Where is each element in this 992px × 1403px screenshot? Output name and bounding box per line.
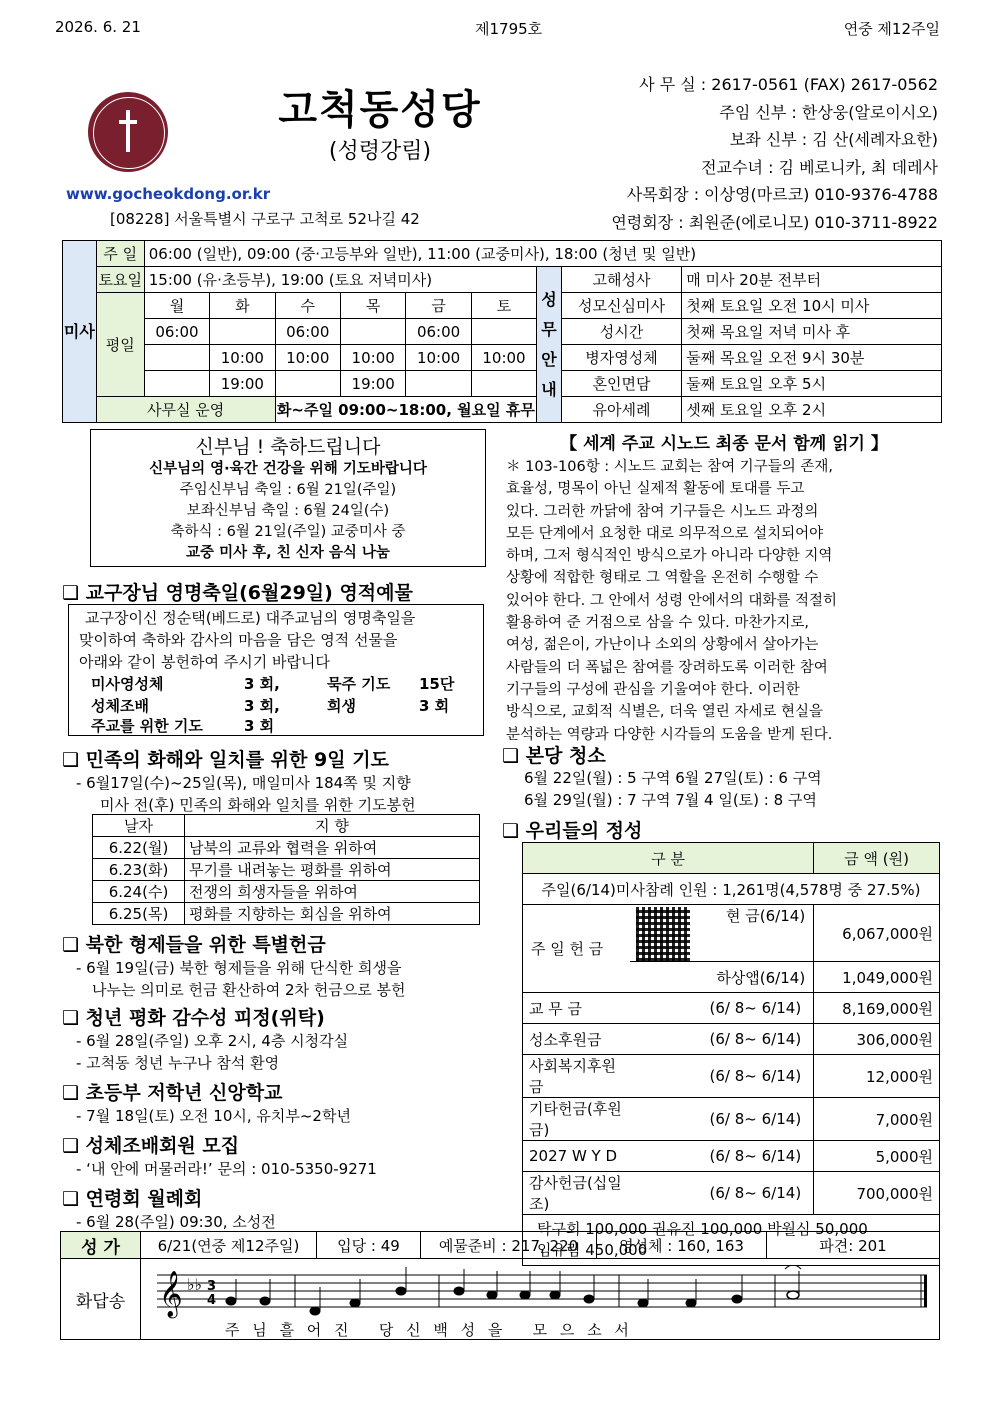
youth-line: - 6월 28일(주일) 오후 2시, 4층 시청각실: [76, 1032, 349, 1050]
gift-item: 묵주 기도: [327, 675, 391, 693]
guide-name: 혼인면담: [561, 371, 682, 397]
gift-item: 성체조배: [91, 697, 149, 715]
synod-line: 상황에 적합한 형태로 그 역할을 온전히 수행할 수: [506, 570, 819, 587]
hymn-label: 성 가: [61, 1232, 141, 1259]
offering-item: 2027 W Y D: [523, 1141, 631, 1172]
offering-period: (6/ 8~ 6/14): [630, 993, 813, 1024]
prayer-col-intent: 지 향: [185, 815, 480, 837]
saturday-times: 15:00 (유·초등부), 19:00 (토요 저녁미사): [144, 267, 536, 293]
hymn-item: 입당 : 49: [317, 1232, 421, 1259]
cleaning-heading: ❑ 본당 청소: [502, 745, 606, 767]
bishop-text: 맞이하여 축하와 감사의 마음을 담은 영적 선물을: [79, 631, 398, 649]
offering-amount: 7,000원: [814, 1098, 940, 1141]
prayer-intent: 남북의 교류와 협력을 위하여: [185, 837, 480, 859]
offering-period: (6/ 8~ 6/14): [630, 1098, 813, 1141]
prayer-table: [92, 814, 480, 925]
bishop-text: 아래와 같이 봉헌하여 주시기 바랍니다: [79, 653, 330, 671]
sunday-times: 06:00 (일반), 09:00 (중·고등부와 일반), 11:00 (교중미사), 18:00 (청년 및 일반): [144, 241, 941, 267]
guide-name: 성모신심미사: [561, 293, 682, 319]
psalm-score: [141, 1259, 940, 1340]
prayer-line: - 6월17일(수)~25일(목), 매일미사 184쪽 및 지향: [76, 774, 411, 792]
synod-line: 효율성, 명목이 아닌 실제적 활동에 토대를 두고: [506, 481, 805, 498]
donor-line: 탁구회 100,000 권유진 100,000 박월심 50,000: [537, 1220, 868, 1238]
synod-line: 사람들의 더 폭넓은 참여를 장려하도록 이러한 참여: [506, 659, 828, 676]
offering-amount: 12,000원: [814, 1055, 940, 1098]
svg-text:3: 3: [207, 1279, 217, 1294]
guide-time: 둘째 토요일 오후 5시: [682, 371, 942, 397]
weekday-label: 평일: [96, 293, 144, 397]
adoration-line: - ‘내 안에 머물러라!’ 문의 : 010-5350-9271: [76, 1160, 377, 1178]
office-hours: 화~주일 09:00~18:00, 월요일 휴무: [275, 397, 537, 423]
guide-time: 첫째 토요일 오전 10시 미사: [682, 293, 942, 319]
offering-item: 사회복지후원금: [523, 1055, 631, 1098]
day-header: 화: [210, 293, 275, 319]
prayer-date: 6.24(수): [93, 881, 185, 903]
weekday-time: [144, 345, 209, 371]
weekday-time: [210, 319, 275, 345]
congrats-line: 보좌신부님 축일 : 6월 24일(수): [186, 503, 390, 519]
issue-number: 제1795호: [475, 20, 543, 38]
synod-text: [506, 456, 932, 746]
guide-time: 둘째 목요일 오전 9시 30분: [682, 345, 942, 371]
synod-line: 분석하는 역량과 다양한 시각들의 도움을 받게 된다.: [506, 726, 833, 743]
synod-line: 하며, 그저 형식적인 방식으로가 아니라 다양한 지역: [506, 548, 833, 565]
north-line: - 6월 19일(금) 북한 형제들을 위해 단식한 희생을: [76, 959, 402, 977]
liturgical-week: 연중 제12주일: [843, 20, 940, 38]
contact-assistant: 보좌 신부 : 김 산(세례자요한): [729, 130, 938, 149]
offering-item: 성소후원금: [523, 1024, 631, 1055]
day-header: 목: [340, 293, 405, 319]
school-line: - 7월 18일(토) 오전 10시, 유치부~2학년: [76, 1107, 351, 1125]
svg-text:♭♭: ♭♭: [187, 1275, 203, 1294]
guide-time: 매 미사 20분 전부터: [682, 267, 942, 293]
header-line: [55, 18, 940, 40]
gift-item: 미사영성체: [91, 675, 164, 693]
contact-sisters: 전교수녀 : 김 베로니카, 최 데레사: [701, 158, 938, 177]
offering-col-amount: 금 액 (원): [814, 843, 940, 874]
gift-count: 3 회: [244, 717, 275, 735]
hymn-item: 파견: 201: [767, 1232, 940, 1259]
attendance: 주일(6/14)미사참례 인원 : 1,261명(4,578명 중 27.5%): [523, 874, 940, 905]
synod-line: 활용하여 준 거점으로 삼을 수 있다. 마찬가지로,: [506, 615, 810, 632]
day-header: 월: [144, 293, 209, 319]
offering-table: [522, 842, 940, 1266]
offering-item-label: 현 금(6/14): [726, 907, 806, 925]
synod-line: 기구들의 구성에 관심을 기울여야 한다. 이러한: [506, 681, 800, 698]
guide-name: 병자영성체: [561, 345, 682, 371]
offering-amount: 8,169,000원: [814, 993, 940, 1024]
cleaning-line: 6월 22일(월) : 5 구역 6월 27일(토) : 6 구역: [524, 769, 822, 787]
music-staff: [157, 1265, 937, 1321]
guide-label: 성무안내: [537, 267, 562, 423]
north-heading: ❑ 북한 형제들을 위한 특별헌금: [62, 934, 326, 956]
prayer-date: 6.22(월): [93, 837, 185, 859]
youth-line: - 고척동 청년 누구나 참석 환영: [76, 1054, 280, 1072]
weekday-time: 06:00: [275, 319, 340, 345]
congrats-box: [90, 429, 486, 567]
adoration-heading: ❑ 성체조배회원 모집: [62, 1135, 240, 1157]
hymn-table: [60, 1231, 940, 1340]
offering-amount: 700,000원: [814, 1172, 940, 1215]
yeonryeong-heading: ❑ 연령회 월례회: [62, 1188, 203, 1210]
weekday-time: [471, 371, 536, 397]
youth-heading: ❑ 청년 평화 감수성 피정(위탁): [62, 1007, 325, 1029]
weekday-time: 06:00: [406, 319, 471, 345]
offering-amount: 5,000원: [814, 1141, 940, 1172]
hymn-item: 영성체 : 160, 163: [597, 1232, 767, 1259]
prayer-intent: 평화를 지향하는 회심을 위하여: [185, 903, 480, 925]
guide-time: 셋째 토요일 오후 2시: [682, 397, 942, 423]
offering-amount: 1,049,000원: [814, 962, 940, 993]
hymn-item: 예물준비 : 217, 220: [421, 1232, 597, 1259]
prayer-intent: 전쟁의 희생자들을 위하여: [185, 881, 480, 903]
psalm-lyrics: 주 님 흘 어 진 당 신 백 성 을 모 으 소 서: [225, 1321, 633, 1339]
contact-funeral: 연령회장 : 최원준(에로니모) 010-3711-8922: [611, 213, 938, 232]
contact-council: 사목회장 : 이상영(마르코) 010-9376-4788: [626, 185, 938, 204]
website-link[interactable]: www.gocheokdong.or.kr: [66, 185, 271, 203]
synod-line: 여성, 젊은이, 가난이나 소외의 상황에서 살아가는: [506, 637, 819, 654]
north-line: 나누는 의미로 헌금 환산하여 2차 헌금으로 봉헌: [92, 981, 406, 999]
synod-line: ＊ 103-106항 : 시노드 교회는 참여 기구들의 존재,: [506, 459, 833, 475]
synod-line: 모든 단계에서 요청한 대로 의무적으로 설치되어야: [506, 525, 824, 542]
offering-period: (6/ 8~ 6/14): [630, 1024, 813, 1055]
weekday-time: 10:00: [275, 345, 340, 371]
guide-name: 고해성사: [561, 267, 682, 293]
sunday-offering-label: 주 일 헌 금: [523, 905, 631, 993]
weekday-time: [406, 371, 471, 397]
weekday-time: 10:00: [406, 345, 471, 371]
weekday-time: [144, 371, 209, 397]
weekday-time: 10:00: [210, 345, 275, 371]
saturday-label: 토요일: [96, 267, 144, 293]
weekday-time: 10:00: [340, 345, 405, 371]
donor-line: 임유림 450,000: [537, 1241, 648, 1259]
weekday-time: 19:00: [340, 371, 405, 397]
offering-item: 교 무 금: [523, 993, 631, 1024]
guide-time: 첫째 목요일 저녁 미사 후: [682, 319, 942, 345]
synod-heading: 【 세계 주교 시노드 최종 문서 함께 읽기 】: [560, 434, 888, 454]
congrats-line: 신부님의 영·육간 건강을 위해 기도바랍니다: [149, 461, 427, 477]
offering-amount: 6,067,000원: [814, 905, 940, 962]
psalm-label: 화답송: [61, 1259, 141, 1340]
address: [08228] 서울특별시 구로구 고척로 52나길 42: [110, 210, 420, 228]
weekday-time: 06:00: [144, 319, 209, 345]
gift-count: 3 회,: [244, 675, 280, 693]
prayer-date: 6.23(화): [93, 859, 185, 881]
gift-count: 15단: [419, 675, 455, 693]
offering-item: 감사헌금(십일조): [523, 1172, 631, 1215]
offering-heading: ❑ 우리들의 정성: [502, 820, 643, 842]
mass-label: 미사: [63, 241, 97, 423]
prayer-intent: 무기를 내려놓는 평화를 위하여: [185, 859, 480, 881]
synod-line: 방식으로, 교회적 식별은, 더욱 열린 자세로 현실을: [506, 704, 824, 721]
offering-col-category: 구 분: [523, 843, 814, 874]
weekday-time: 10:00: [471, 345, 536, 371]
parish-logo: [88, 92, 168, 172]
day-header: 금: [406, 293, 471, 319]
prayer-heading: ❑ 민족의 화해와 일치를 위한 9일 기도: [62, 749, 389, 771]
sunday-label: 주 일: [96, 241, 144, 267]
offering-item: 기타헌금(후원금): [523, 1098, 631, 1141]
bishop-box: [68, 604, 484, 736]
congrats-title: 신부님 ! 축하드립니다: [195, 436, 381, 458]
prayer-line: 미사 전(후) 민족의 화해와 일치를 위한 기도봉헌: [100, 796, 416, 814]
svg-text:4: 4: [207, 1293, 217, 1308]
day-header: 수: [275, 293, 340, 319]
parish-title: 고척동성당: [278, 87, 482, 133]
prayer-date: 6.25(목): [93, 903, 185, 925]
day-header: 토: [471, 293, 536, 319]
offering-amount: 306,000원: [814, 1024, 940, 1055]
offering-period: (6/ 8~ 6/14): [630, 1141, 813, 1172]
offering-item: 하상앱(6/14): [630, 962, 813, 993]
weekday-time: 19:00: [210, 371, 275, 397]
bishop-text: 교구장이신 정순택(베드로) 대주교님의 영명축일을: [85, 609, 416, 627]
mass-schedule-table: [62, 240, 942, 423]
congrats-line: 교중 미사 후, 친 신자 음식 나눔: [186, 545, 390, 561]
offering-item: [630, 905, 813, 962]
guide-name: 성시간: [561, 319, 682, 345]
congrats-line: 주임신부님 축일 : 6월 21일(주일): [179, 482, 397, 498]
weekday-time: [275, 371, 340, 397]
contact-pastor: 주임 신부 : 한상웅(알로이시오): [719, 103, 938, 122]
synod-line: 있어야 한다. 그 안에서 성령 안에서의 대화를 적절히: [506, 592, 838, 609]
contact-office: 사 무 실 : 2617-0561 (FAX) 2617-0562: [639, 75, 938, 94]
office-hours-label: 사무실 운영: [96, 397, 275, 423]
svg-text:𝄞: 𝄞: [159, 1271, 183, 1317]
weekday-time: [340, 319, 405, 345]
gift-item: 주교를 위한 기도: [91, 717, 203, 735]
gift-count: 3 회,: [244, 697, 280, 715]
school-heading: ❑ 초등부 저학년 신앙학교: [62, 1082, 283, 1104]
feast-subtitle: (성령강림): [328, 139, 432, 164]
date: 2026. 6. 21: [55, 18, 141, 36]
gift-item: 희생: [327, 697, 356, 715]
prayer-col-date: 날자: [93, 815, 185, 837]
offering-period: (6/ 8~ 6/14): [630, 1055, 813, 1098]
weekday-time: [471, 319, 536, 345]
bishop-heading: ❑ 교구장님 영명축일(6월29일) 영적예물: [62, 582, 413, 604]
congrats-line: 축하식 : 6월 21일(주일) 교중미사 중: [170, 524, 406, 540]
yeonryeong-line: - 6월 28(주일) 09:30, 소성전: [76, 1213, 276, 1231]
qr-code-icon[interactable]: [636, 907, 690, 961]
gift-count: 3 회: [419, 697, 450, 715]
offering-period: (6/ 8~ 6/14): [630, 1172, 813, 1215]
guide-name: 유아세례: [561, 397, 682, 423]
synod-line: 있다. 그러한 까닭에 참여 기구들은 시노드 과정의: [506, 503, 819, 520]
cleaning-line: 6월 29일(월) : 7 구역 7월 4 일(토) : 8 구역: [524, 791, 817, 809]
hymn-item: 6/21(연중 제12주일): [141, 1232, 317, 1259]
